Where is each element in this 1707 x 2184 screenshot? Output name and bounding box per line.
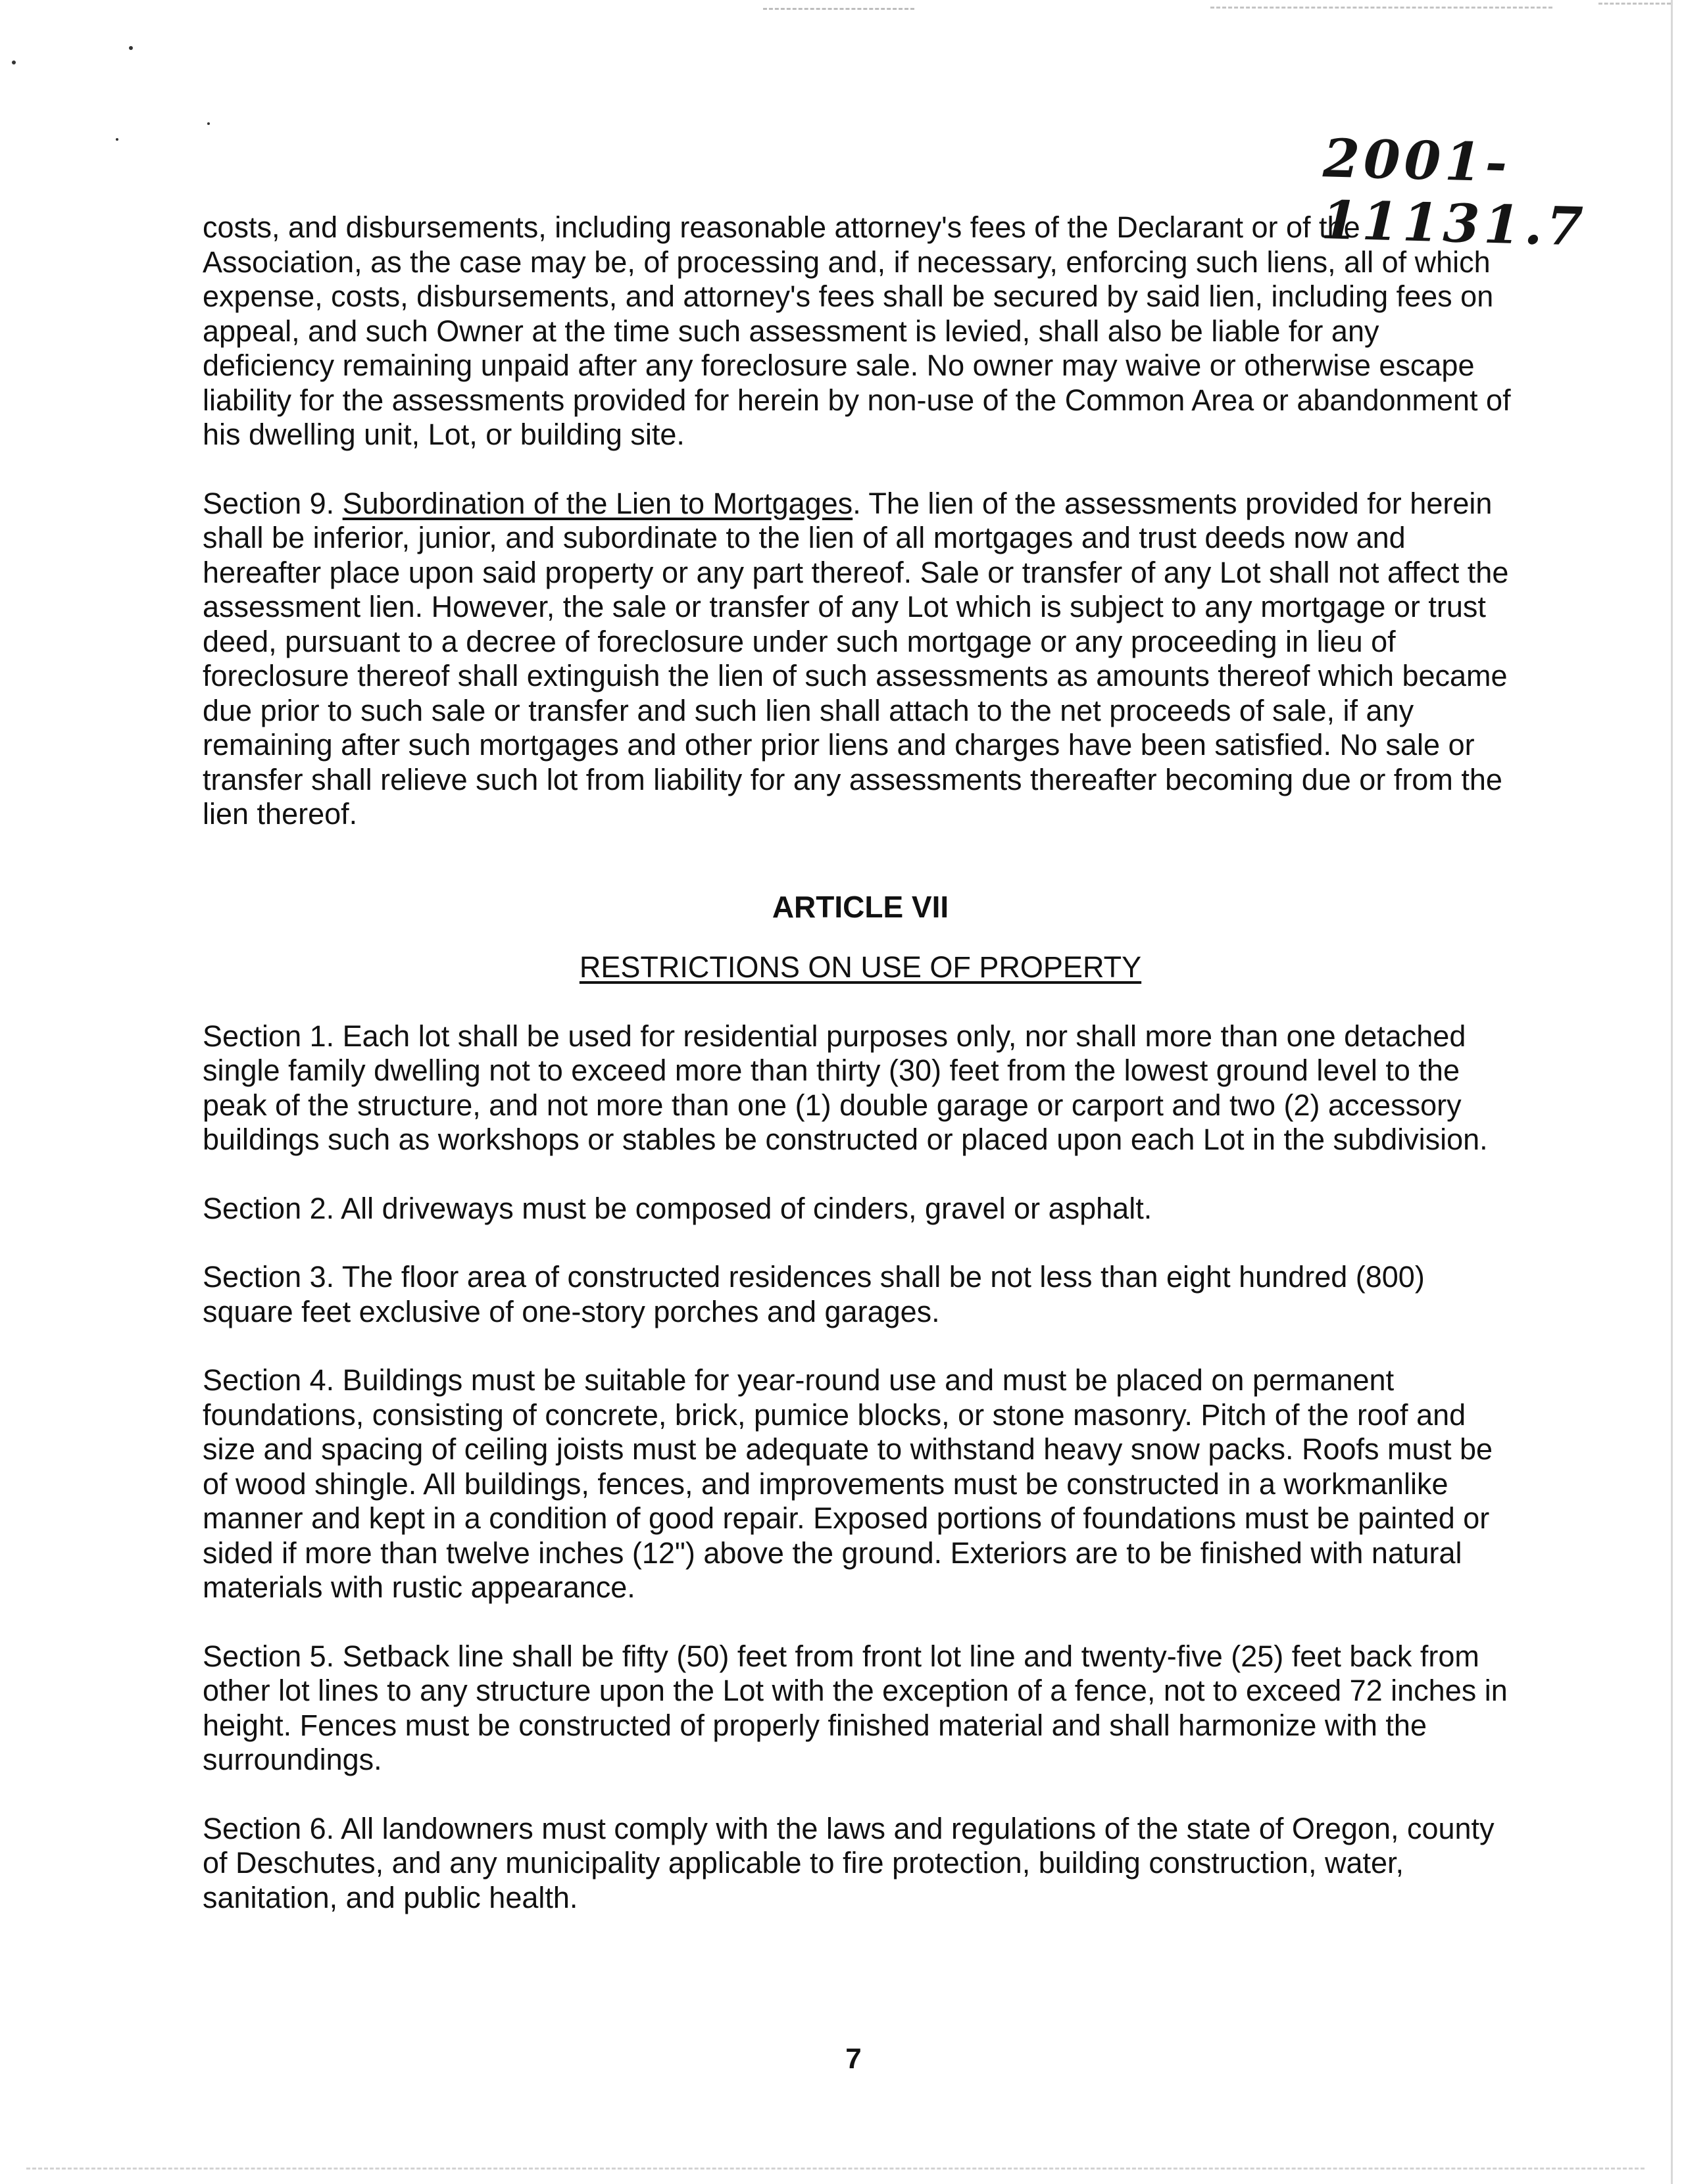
- article-subtitle: RESTRICTIONS ON USE OF PROPERTY: [579, 950, 1142, 984]
- scan-artifact-corner: [1598, 3, 1671, 5]
- section-9-text: . The lien of the assessments provided for herein shall be inferior, junior, and subordinate to the lien of all mortgages and trust deeds now and hereafter place upon said property or any part thereof. Sale or transfer of any Lot shall not affect the assessment lien. However, the sale or transfer of any Lot which is subject to any mortgage or trust deed, pursuant to a decree of foreclosure under such mortgage or any proceeding in lieu of foreclosure thereof shall extinguish the lien of such assessments as amounts thereof which became due prior to such sale or transfer and such lien shall attach to the net proceeds of sale, if any remaining after such mortgages and other prior liens and charges have been satisfied. No sale or transfer shall relieve such lot from liability for any assessments thereafter becoming due or from the lien thereof.: [203, 486, 1509, 831]
- scan-speck: [129, 46, 133, 50]
- section-9-heading: Subordination of the Lien to Mortgages: [342, 486, 853, 520]
- handwritten-document-number: 2001-11131.7: [1320, 127, 1588, 258]
- section-5-paragraph: Section 5. Setback line shall be fifty (50) feet from front lot line and twenty-five (25) feet back from other lot lines to any structure upon the Lot with the exception of a fence, not to exceed 72 inches in height. Fences must be constructed of properly finished material and shall harmonize with the surroundings.: [203, 1639, 1508, 1776]
- opening-paragraph: costs, and disbursements, including reasonable attorney's fees of the Declarant or of the Association, as the case may be, of processing and, if necessary, enforcing such liens, all of which expense, costs, disbursements, and attorney's fees shall be secured by said lien, including fees on appeal, and such Owner at the time such assessment is levied, shall also be liable for any deficiency remaining unpaid after any foreclosure sale. No owner may waive or otherwise escape liability for the assessments provided for herein by non-use of the Common Area or abandonment of his dwelling unit, Lot, or building site.: [203, 210, 1511, 451]
- section-9-paragraph: [203, 487, 1518, 832]
- section-1-paragraph: Section 1. Each lot shall be used for residential purposes only, nor shall more than one detached single family dwelling not to exceed more than thirty (30) feet from the lowest ground level to the peak of the structure, and not more than one (1) double garage or carport and two (2) accessory buildings such as workshops or stables be constructed or placed upon each Lot in the subdivision.: [203, 1019, 1488, 1156]
- document-body: [203, 210, 1518, 1949]
- scan-artifact-top-right: [1210, 7, 1552, 9]
- scan-artifact-bottom: [26, 2168, 1645, 2170]
- section-6-paragraph: Section 6. All landowners must comply with the laws and regulations of the state of Oregon, county of Deschutes, and any municipality applicable to fire protection, building construction, water, sanitation, and public health.: [203, 1811, 1495, 1914]
- scan-artifact-top: [763, 8, 914, 10]
- scan-speck: [12, 61, 16, 64]
- article-title: ARTICLE VII: [772, 889, 949, 924]
- scan-speck: [207, 122, 210, 125]
- section-9-prefix: Section 9.: [203, 486, 335, 520]
- page-edge: [1671, 0, 1673, 2184]
- section-2-paragraph: Section 2. All driveways must be composed of cinders, gravel or asphalt.: [203, 1191, 1152, 1225]
- page-number: 7: [845, 2043, 862, 2075]
- scan-speck: [116, 138, 118, 141]
- section-4-paragraph: Section 4. Buildings must be suitable for year-round use and must be placed on permanent foundations, consisting of concrete, brick, pumice blocks, or stone masonry. Pitch of the roof and size and spacing of ceiling joists must be adequate to withstand heavy snow packs. Roofs must be of wood shingle. All buildings, fences, and improvements must be constructed in a workmanlike manner and kept in a condition of good repair. Exposed portions of foundations must be painted or sided if more than twelve inches (12") above the ground. Exteriors are to be finished with natural materials with rustic appearance.: [203, 1363, 1493, 1604]
- section-3-paragraph: Section 3. The floor area of constructed residences shall be not less than eight hundred (800) square feet exclusive of one-story porches and garages.: [203, 1260, 1425, 1328]
